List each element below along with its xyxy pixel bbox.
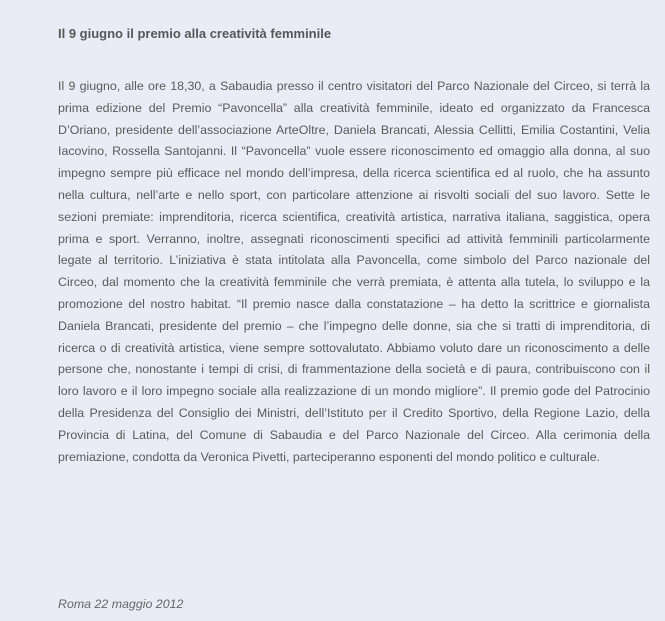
article-dateline: Roma 22 maggio 2012 — [58, 597, 184, 611]
article-body: Il 9 giugno, alle ore 18,30, a Sabaudia presso il centro visitatori del Parco Nazionale del Circeo, si terrà la prima edizione del Premio “Pavoncella” alla creatività femminile, ideato ed organizzato da Francesca D’Oriano, presidente dell’associazione ArteOltre, Daniela Brancati, Alessia Cellitti, Emilia Costantini, Velia Iacovino, Rossella Santojanni. Il “Pavoncella” vuole essere riconoscimento ed omaggio alla donna, al suo impegno sempre più efficace nel mondo dell’impresa, della ricerca scientifica ed al ruolo, che ha assunto nella cultura, nell’arte e nello sport, con particolare attenzione ai risvolti sociali del suo lavoro. Sette le sezioni premiate: imprenditoria, ricerca scientifica, creatività artistica, narrativa italiana, saggistica, opera prima e sport. Verranno, inoltre, assegnati riconoscimenti specifici ad attività femminili particolarmente legate al territorio. L’iniziativa è stata intitolata alla Pavoncella, come simbolo del Parco nazionale del Circeo, dal momento che la creatività femminile che verrà premiata, è attenta alla tutela, lo sviluppo e la promozione del nostro habitat. “Il premio nasce dalla constatazione – ha detto la scrittrice e giornalista Daniela Brancati, presidente del premio – che l’impegno delle donne, sia che si tratti di imprenditoria, di ricerca o di creatività artistica, viene sempre sottovalutato. Abbiamo voluto dare un riconoscimento a delle persone che, nonostante i tempi di crisi, di frammentazione della società e di paura, contribuiscono con il loro lavoro e il loro impegno sociale alla realizzazione di un mondo migliore”. Il premio gode del Patrocinio della Presidenza del Consiglio dei Ministri, dell’Istituto per il Credito Sportivo, della Regione Lazio, della Provincia di Latina, del Comune di Sabaudia e del Parco Nazionale del Circeo. Alla cerimonia della premiazione, condotta da Veronica Pivetti, parteciperanno esponenti del mondo politico e culturale. — [58, 79, 650, 464]
article-title: Il 9 giugno il premio alla creatività femminile — [58, 26, 332, 41]
